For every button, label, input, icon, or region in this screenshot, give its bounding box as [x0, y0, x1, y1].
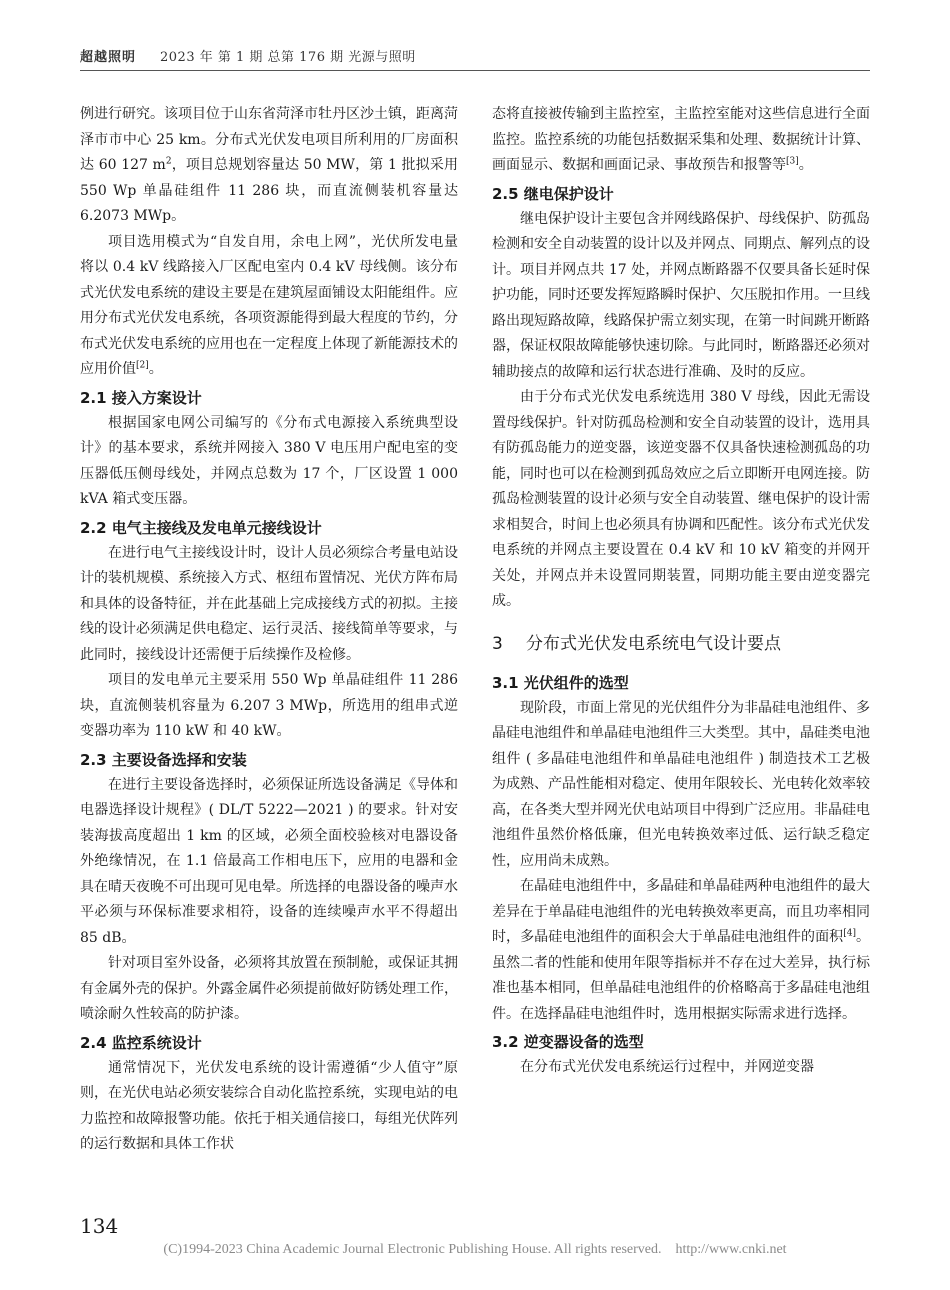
paragraph: 在进行主要设备选择时，必须保证所选设备满足《导体和电器选择设计规程》( DL/T 5222—2021 ) 的要求。针对安装海拔高度超出 1 km 的区域，必须全面校验核对电器设备外绝缘情况，在 1.1 倍最高工作相电压下，应用的电器和金具在晴天夜晚不可出现可见电晕。所选择的电器设备的噪声水平必须与环保标准要求相符，设备的连续噪声水平不得超出 85 dB。 [80, 776, 458, 946]
paragraph: 在分布式光伏发电系统运行过程中，并网逆变器 [520, 1059, 814, 1075]
paragraph: 由于分布式光伏发电系统选用 380 V 母线，因此无需设置母线保护。针对防孤岛检测和安全自动装置的设计，选用具有防孤岛能力的逆变器，该逆变器不仅具备快速检测孤岛的功能，同时也可以在检测到孤岛效应之后立即断开电网连接。防孤岛检测装置的设计必须与安全自动装置、继电保护的设计需求相契合，时间上也必须具有协调和匹配性。该分布式光伏发电系统的并网点主要设置在 0.4 kV 和 10 kV 箱变的并网开关处，并网点并未设置同期装置，同期功能主要由逆变器完成。 [492, 389, 870, 609]
citation: [4] [843, 928, 856, 939]
section-heading-2-1: 2.1 接入方案设计 [80, 388, 202, 407]
running-header [80, 40, 870, 71]
section-heading-3-1: 3.1 光伏组件的选型 [492, 673, 629, 692]
paragraph: 例进行研究。该项目位于山东省菏泽市牡丹区沙土镇，距离菏泽市市中心 25 km。分布式光伏发电项目所利用的厂房面积达 60 127 $m^2$，项目总规划容量达 50 MW，第 1 批拟采用 550 Wp 单晶硅组件 11 286 块，而直流侧装机容量达 6.2073 MWp。 [80, 106, 458, 224]
section-heading-3-2: 3.2 逆变器设备的选型 [492, 1033, 644, 1051]
section-heading-3: 3 分布式光伏发电系统电气设计要点 [492, 633, 781, 654]
copyright-footer: (C)1994-2023 China Academic Journal Electronic Publishing House. All rights reserved. http://www.cnki.net [163, 1242, 787, 1257]
paragraph: 项目的发电单元主要采用 550 Wp 单晶硅组件 11 286 块，直流侧装机容量为 6.207 3 MWp，所选用的组串式逆变器功率为 110 kW 和 40 kW。 [80, 672, 458, 739]
section-heading-2-4: 2.4 监控系统设计 [80, 1033, 202, 1052]
section-heading-2-2: 2.2 电气主接线及发电单元接线设计 [80, 518, 322, 537]
page-number: 134 [80, 1214, 119, 1238]
right-column [492, 102, 870, 1081]
paragraph: 现阶段，市面上常见的光伏组件分为非晶硅电池组件、多晶硅电池组件和单晶硅电池组件三大类型。其中，晶硅类电池组件 ( 多晶硅电池组件和单晶硅电池组件 ) 制造技术工艺极为成熟、产品性能相对稳定、使用年限较长、光电转化效率较高，在各类大型并网光伏电站项目中得到广泛应用。非晶硅电池组件虽然价格低廉，但光电转换效率过低、运行缺乏稳定性，应用尚未成熟。 [492, 699, 870, 869]
journal-brand: 超越照明 [80, 50, 137, 65]
section-heading-2-3: 2.3 主要设备选择和安装 [80, 750, 247, 769]
paragraph: 态将直接被传输到主监控室，主监控室能对这些信息进行全面监控。监控系统的功能包括数据采集和处理、数据统计计算、画面显示、数据和画面记录、事故预告和报警等[3]。 [492, 106, 870, 173]
paragraph: 针对项目室外设备，必须将其放置在预制舱，或保证其拥有金属外壳的保护。外露金属件必须提前做好防锈处理工作，喷涂耐久性较高的防护漆。 [80, 955, 458, 1022]
issue-info: 2023 年 第 1 期 总第 176 期 光源与照明 [160, 50, 416, 65]
paragraph: 根据国家电网公司编写的《分布式电源接入系统典型设计》的基本要求，系统并网接入 380 V 电压用户配电室的变压器低压侧母线处，并网点总数为 17 个，厂区设置 1 000 kVA 箱式变压器。 [80, 414, 458, 507]
citation: [3] [786, 156, 799, 167]
paragraph: 在进行电气主接线设计时，设计人员必须综合考量电站设计的装机规模、系统接入方式、枢纽布置情况、光伏方阵布局和具体的设备特征，并在此基础上完成接线方式的初拟。主接线的设计必须满足供电稳定、运行灵活、接线简单等要求，与此同时，接线设计还需便于后续操作及检修。 [80, 544, 458, 663]
paragraph: 项目选用模式为“自发自用，余电上网”，光伏所发电量将以 0.4 kV 线路接入厂区配电室内 0.4 kV 母线侧。该分布式光伏发电系统的建设主要是在建筑屋面铺设太阳能组件。应用分布式光伏发电系统，各项资源能得到最大程度的节约，分布式光伏发电系统的应用也在一定程度上体现了新能源技术的应用价值[2]。 [80, 233, 458, 377]
paragraph: 在晶硅电池组件中，多晶硅和单晶硅两种电池组件的最大差异在于单晶硅电池组件的光电转换效率更高，而且功率相同时，多晶硅电池组件的面积会大于单晶硅电池组件的面积[4]。虽然二者的性能和使用年限等指标并不存在过大差异，执行标准也基本相同，但单晶硅电池组件的价格略高于多晶硅电池组件。在选择晶硅电池组件时，选用根据实际需求进行选择。 [492, 878, 871, 1022]
paragraph: 通常情况下，光伏发电系统的设计需遵循“少人值守”原则，在光伏电站必须安装综合自动化监控系统，实现电站的电力监控和故障报警功能。依托于相关通信接口，每组光伏阵列的运行数据和具体工作状 [80, 1059, 458, 1152]
paragraph: 继电保护设计主要包含并网线路保护、母线保护、防孤岛检测和安全自动装置的设计以及并网点、同期点、解列点的设计。项目并网点共 17 处，并网点断路器不仅要具备长延时保护功能，同时还要发挥短路瞬时保护、欠压脱扣作用。一旦线路出现短路故障，线路保护需立刻实现，在第一时间跳开断路器，保证权限故障能够快速切除。与此同时，断路器还必须对辅助接点的故障和运行状态进行准确、及时的反应。 [492, 210, 870, 380]
left-column [80, 102, 458, 1158]
citation: [2] [136, 360, 149, 371]
section-heading-2-5: 2.5 继电保护设计 [492, 184, 614, 203]
